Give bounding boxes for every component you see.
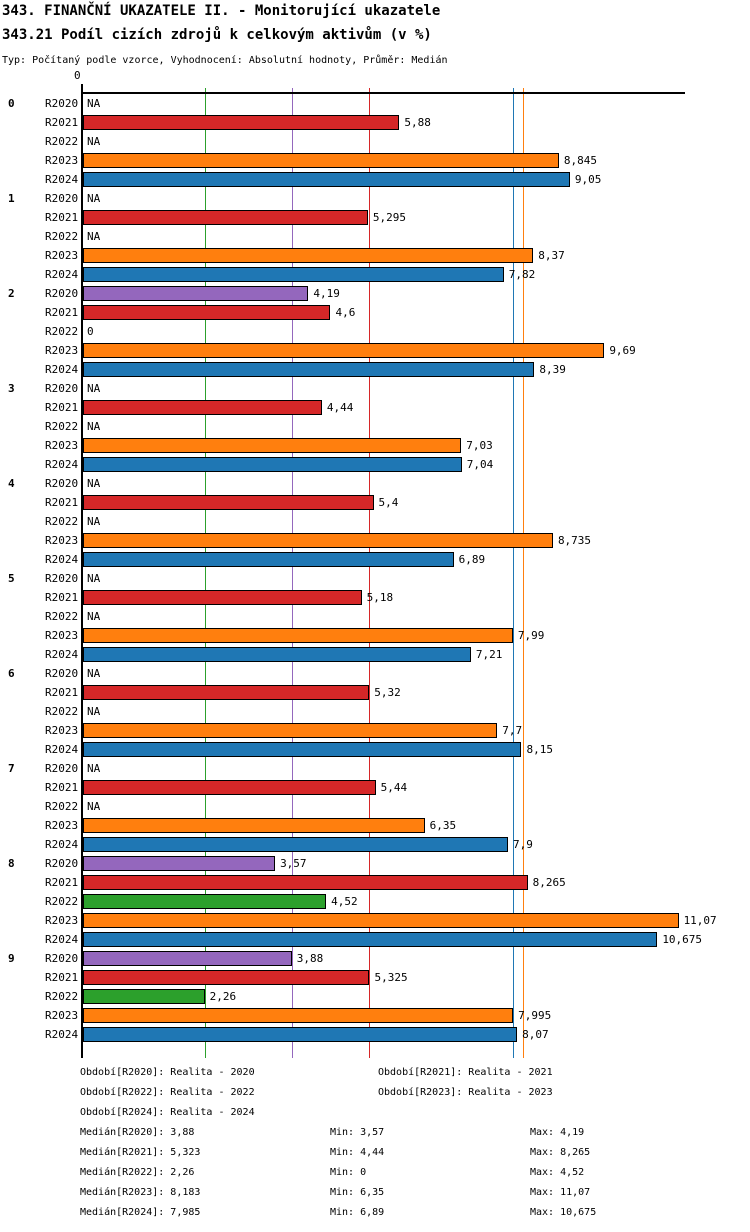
year-label: R2022 — [45, 230, 79, 243]
median-stat: Medián[R2024]: 7,985 — [80, 1207, 201, 1218]
year-label: R2021 — [45, 686, 79, 699]
year-label: R2023 — [45, 344, 79, 357]
group-label: 4 — [8, 477, 15, 490]
value-label: 3,88 — [296, 952, 324, 965]
value-label: 4,6 — [335, 306, 356, 319]
group-label: 0 — [8, 97, 15, 110]
value-label: 6,35 — [429, 819, 457, 832]
median-stat: Medián[R2021]: 5,323 — [80, 1147, 201, 1158]
median-stat: Medián[R2020]: 3,88 — [80, 1127, 195, 1138]
max-stat: Max: 10,675 — [530, 1207, 597, 1218]
median-stat: Medián[R2023]: 8,183 — [80, 1187, 201, 1198]
year-label: R2021 — [45, 971, 79, 984]
year-label: R2024 — [45, 648, 79, 661]
value-label: 8,39 — [539, 363, 566, 376]
year-label: R2020 — [45, 572, 79, 585]
year-label: R2024 — [45, 268, 79, 281]
value-label: 10,675 — [662, 933, 703, 946]
max-stat: Max: 4,19 — [530, 1127, 585, 1138]
year-label: R2022 — [45, 990, 79, 1003]
period-label: Období[R2024]: Realita - 2024 — [80, 1107, 255, 1118]
na-label: NA — [87, 610, 101, 623]
value-label: 9,69 — [609, 344, 636, 357]
year-label: R2023 — [45, 439, 79, 452]
max-stat: Max: 11,07 — [530, 1187, 591, 1198]
year-label: R2020 — [45, 477, 79, 490]
na-label: NA — [87, 800, 101, 813]
year-label: R2020 — [45, 287, 79, 300]
year-label: R2022 — [45, 895, 79, 908]
year-label: R2021 — [45, 211, 79, 224]
na-label: NA — [87, 705, 101, 718]
year-label: R2023 — [45, 819, 79, 832]
value-label: 8,265 — [532, 876, 566, 889]
value-label: 5,32 — [374, 686, 401, 699]
year-label: R2024 — [45, 553, 79, 566]
value-label: 6,89 — [458, 553, 486, 566]
value-label: 7,04 — [466, 458, 494, 471]
value-label: 7,99 — [517, 629, 545, 642]
median-stat: Medián[R2022]: 2,26 — [80, 1167, 195, 1178]
value-label: 8,37 — [538, 249, 565, 262]
value-label: 7,21 — [475, 648, 503, 661]
year-label: R2024 — [45, 743, 79, 756]
year-label: R2021 — [45, 306, 79, 319]
year-label: R2022 — [45, 135, 79, 148]
year-label: R2024 — [45, 363, 79, 376]
value-label: 7,995 — [518, 1009, 552, 1022]
na-label: NA — [87, 97, 101, 110]
value-label: 5,44 — [380, 781, 408, 794]
year-label: R2024 — [45, 458, 79, 471]
value-label: 5,295 — [372, 211, 406, 224]
year-label: R2023 — [45, 724, 79, 737]
year-label: R2020 — [45, 667, 79, 680]
group-label: 9 — [8, 952, 15, 965]
group-label: 6 — [8, 667, 15, 680]
year-label: R2021 — [45, 876, 79, 889]
max-stat: Max: 8,265 — [530, 1147, 591, 1158]
max-stat: Max: 4,52 — [530, 1167, 585, 1178]
year-label: R2022 — [45, 515, 79, 528]
value-label: 7,9 — [513, 838, 533, 851]
year-label: R2022 — [45, 800, 79, 813]
year-label: R2023 — [45, 1009, 79, 1022]
value-label: 7,82 — [508, 268, 536, 281]
na-label: NA — [87, 667, 101, 680]
year-label: R2023 — [45, 249, 79, 262]
min-stat: Min: 6,35 — [330, 1187, 385, 1198]
value-label: 11,07 — [683, 914, 717, 927]
report-title: 343. FINANČNÍ UKAZATELE II. - Monitorující ukazatele — [2, 3, 441, 19]
period-label: Období[R2022]: Realita - 2022 — [80, 1087, 255, 1098]
year-label: R2024 — [45, 173, 79, 186]
group-label: 7 — [8, 762, 15, 775]
value-label: 4,19 — [313, 287, 340, 300]
year-label: R2020 — [45, 952, 79, 965]
value-label: 3,57 — [280, 857, 307, 870]
year-label: R2022 — [45, 420, 79, 433]
na-label: NA — [87, 382, 101, 395]
value-label: 8,07 — [522, 1028, 549, 1041]
na-label: NA — [87, 135, 101, 148]
na-label: NA — [87, 515, 101, 528]
period-label: Období[R2020]: Realita - 2020 — [80, 1067, 255, 1078]
year-label: R2023 — [45, 534, 79, 547]
year-label: R2024 — [45, 1028, 79, 1041]
year-label: R2022 — [45, 705, 79, 718]
year-label: R2021 — [45, 781, 79, 794]
group-label: 3 — [8, 382, 15, 395]
year-label: R2021 — [45, 496, 79, 509]
value-label: 5,88 — [404, 116, 431, 129]
year-label: R2024 — [45, 838, 79, 851]
value-label: 4,52 — [331, 895, 358, 908]
value-label: 0 — [87, 325, 94, 338]
year-label: R2024 — [45, 933, 79, 946]
year-label: R2020 — [45, 382, 79, 395]
min-stat: Min: 3,57 — [330, 1127, 385, 1138]
indicator-title: 343.21 Podíl cizích zdrojů k celkovým aktivům (v %) — [2, 27, 432, 43]
year-label: R2021 — [45, 401, 79, 414]
min-stat: Min: 0 — [330, 1167, 367, 1178]
na-label: NA — [87, 477, 101, 490]
axis-zero-label: 0 — [74, 69, 81, 82]
na-label: NA — [87, 192, 101, 205]
year-label: R2020 — [45, 857, 79, 870]
period-label: Období[R2023]: Realita - 2023 — [378, 1087, 553, 1098]
year-label: R2021 — [45, 116, 79, 129]
year-label: R2023 — [45, 629, 79, 642]
min-stat: Min: 6,89 — [330, 1207, 385, 1218]
year-label: R2020 — [45, 192, 79, 205]
year-label: R2023 — [45, 154, 79, 167]
value-label: 5,325 — [374, 971, 408, 984]
year-label: R2020 — [45, 97, 79, 110]
value-label: 8,15 — [526, 743, 553, 756]
value-label: 8,735 — [557, 534, 592, 547]
value-label: 8,845 — [563, 154, 597, 167]
value-label: 9,05 — [574, 173, 602, 186]
na-label: NA — [87, 420, 101, 433]
na-label: NA — [87, 762, 101, 775]
value-label: 2,26 — [209, 990, 237, 1003]
na-label: NA — [87, 230, 101, 243]
year-label: R2022 — [45, 325, 79, 338]
year-label: R2022 — [45, 610, 79, 623]
group-label: 1 — [8, 192, 15, 205]
value-label: 5,18 — [366, 591, 394, 604]
min-stat: Min: 4,44 — [330, 1147, 385, 1158]
period-label: Období[R2021]: Realita - 2021 — [378, 1067, 553, 1078]
value-label: 7,03 — [466, 439, 493, 452]
group-label: 8 — [8, 857, 15, 870]
year-label: R2021 — [45, 591, 79, 604]
value-label: 4,44 — [326, 401, 354, 414]
value-label: 5,4 — [378, 496, 399, 509]
value-label: 7,7 — [502, 724, 523, 737]
group-label: 5 — [8, 572, 15, 585]
group-label: 2 — [8, 287, 15, 300]
year-label: R2020 — [45, 762, 79, 775]
indicator-meta: Typ: Počítaný podle vzorce, Vyhodnocení: Absolutní hodnoty, Průměr: Medián — [2, 55, 448, 66]
year-label: R2023 — [45, 914, 79, 927]
na-label: NA — [87, 572, 101, 585]
